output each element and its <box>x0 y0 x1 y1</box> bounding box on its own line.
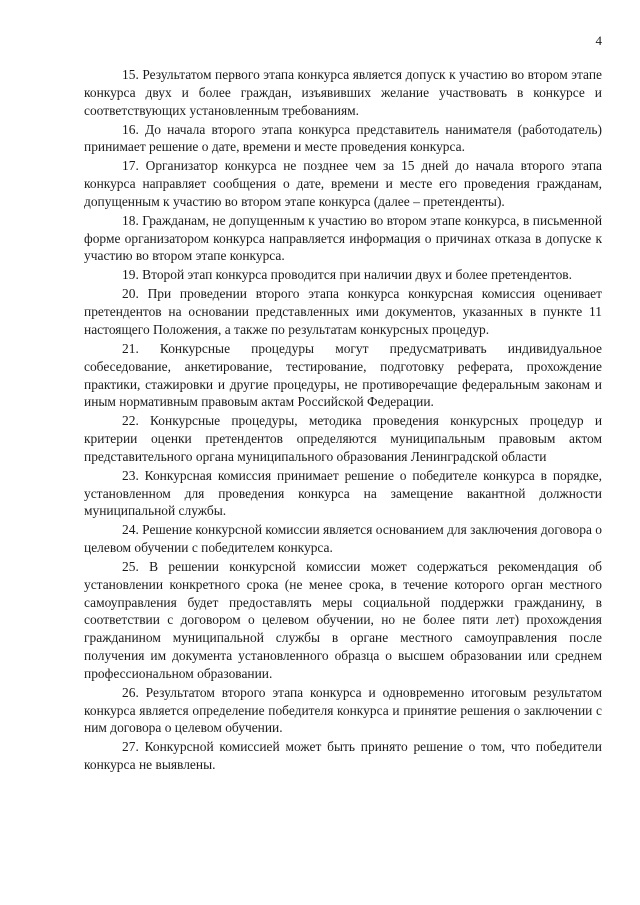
paragraph-number: 19. <box>122 267 139 283</box>
paragraph-text: Конкурсные процедуры могут предусматривать индивидуальное собеседование, анкетирование, тестирование, подготовку реферата, прохождение практики, стажировки и другие процедуры, не противоречащие федеральным законам и иным нормативным правовым актам Российской Федерации. <box>84 341 602 410</box>
paragraph-text: Конкурсная комиссия принимает решение о победителе конкурса в порядке, установленном для проведения конкурса на замещение вакантной должности муниципальной службы. <box>84 467 603 519</box>
paragraph-text: В решении конкурсной комиссии может содержаться рекомендация об установлении конкретного срока (не менее срока, в течение которого орган местного самоуправления будет предоставлять меры социальной поддержки гражданину, в соответствии с договором о целевом обучении, но не более пяти лет) прохождения гражданином муниципальной службы в органе местного самоуправления после получения им документа установленного образца о высшем образовании или среднем профессиональном образовании. <box>84 559 602 681</box>
paragraph-number: 17. <box>122 158 139 174</box>
paragraph-24 <box>84 521 602 557</box>
paragraph-number: 16. <box>122 121 139 137</box>
page-number: 4 <box>595 33 602 48</box>
paragraph-number: 27. <box>122 739 139 755</box>
paragraph-text: Решение конкурсной комиссии является основанием для заключения договора о целевом обучении с победителем конкурса. <box>84 522 603 556</box>
paragraph-21 <box>84 340 602 411</box>
paragraph-text: При проведении второго этапа конкурса конкурсная комиссия оценивает претендентов на основании представленных ими документов, указанных в пункте 11 настоящего Положения, а также по результатам конкурсных процедур. <box>84 286 603 337</box>
paragraph-number: 21. <box>122 341 139 357</box>
paragraph-26 <box>84 684 602 737</box>
paragraph-text: Результатом второго этапа конкурса и одновременно итоговым результатом конкурса является определение победителя конкурса и принятие решения о заключении с ним договора о целевом обучении. <box>84 684 603 736</box>
paragraph-18 <box>84 212 602 265</box>
paragraph-15 <box>84 66 602 119</box>
paragraph-number: 22. <box>122 413 139 429</box>
paragraph-number: 26. <box>122 684 139 700</box>
paragraph-number: 15. <box>122 67 139 82</box>
paragraph-text: До начала второго этапа конкурса представитель нанимателя (работодатель) принимает решение о дате, времени и месте проведения конкурса. <box>84 121 603 155</box>
paragraph-20 <box>84 285 602 338</box>
paragraph-27 <box>84 738 602 774</box>
paragraph-text: Гражданам, не допущенным к участию во втором этапе конкурса, в письменной форме организатором конкурса направляется информация о причинах отказа в допуске к участию во втором этапе конкурса. <box>84 212 603 264</box>
paragraph-text: Результатом первого этапа конкурса является допуск к участию во втором этапе конкурса двух и более граждан, изъявивших желание участвовать в конкурсе и соответствующих установленным требованиям. <box>84 67 602 118</box>
paragraph-number: 25. <box>122 559 139 575</box>
paragraph-17 <box>84 157 602 210</box>
paragraph-text: Организатор конкурса не позднее чем за 15 дней до начала второго этапа конкурса направляет сообщения о дате, времени и месте его проведения гражданам, допущенным к участию во втором этапе конкурса (далее – претенденты). <box>84 158 603 209</box>
paragraph-19 <box>84 266 602 284</box>
paragraph-text: Второй этап конкурса проводится при наличии двух и более претендентов. <box>142 267 573 283</box>
paragraph-22 <box>84 412 602 465</box>
paragraph-text: Конкурсные процедуры, методика проведения конкурсных процедур и критерии оценки претендентов определяются муниципальным правовым актом представительного органа муниципального образования Ленинградской области <box>84 413 603 464</box>
document-body <box>84 66 602 775</box>
paragraph-number: 23. <box>122 467 139 483</box>
paragraph-text: Конкурсной комиссией может быть принято решение о том, что победители конкурса не выявлены. <box>84 739 602 773</box>
paragraph-16 <box>84 121 602 157</box>
paragraph-number: 24. <box>122 522 139 538</box>
paragraph-25 <box>84 558 602 682</box>
paragraph-23 <box>84 467 602 520</box>
paragraph-number: 18. <box>122 212 139 228</box>
paragraph-number: 20. <box>122 286 139 302</box>
